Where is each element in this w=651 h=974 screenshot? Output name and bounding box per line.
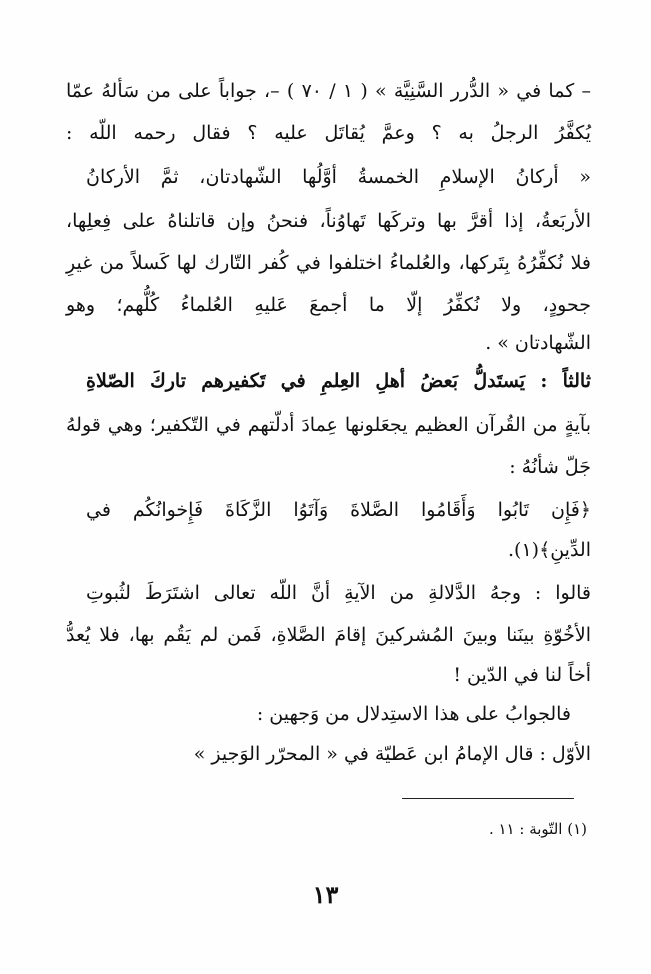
text-line: جحودٍ، ولا نُكفِّرُ إلّا ما أجمعَ عَليهِ العُلماءُ كُلُّهم؛ وهو [66,294,591,316]
text-line: الأخُوّةِ بينَنا وبينَ المُشركينَ إقامَ الصَّلاةِ، فَمن لم يَقُم بها، فلا يُعدُّ [66,624,591,646]
text-line: فلا نُكفِّرُهُ بِتَركها، والعُلماءُ اختلفوا في كُفر التّارك لها كَسلاً من غيرِ [66,252,591,274]
text-line: أخاً لنا في الدّين ! [453,664,591,686]
text-line: بآيةٍ من القُرآن العظيم يجعَلونها عِمادَ أدلّتهم في التّكفير؛ وهي قولهُ [66,414,591,436]
text-line: الشّهادتان » . [485,332,591,354]
text-line: قالوا : وجهُ الدَّلالةِ من الآيةِ أنَّ اللّه تعالى اشتَرَطَ لثُبوتِ [86,582,591,604]
page-number: ١٣ [312,880,339,909]
section-heading-line: ثالثاً : يَستَدلُّ بَعضُ أهلِ العِلمِ في تَكفيرهم تاركَ الصّلاةِ [86,370,591,392]
quran-verse-line: ﴿فَإِن تَابُوا وَأَقَامُوا الصَّلاةَ وَآتَوُا الزَّكَاةَ فَإِخوانُكُم في [86,499,592,521]
text-line: يُكفَّرُ الرجلُ به ؟ وعمَّ يُقاتَل عليه ؟ فقال رحمه اللّه : [66,122,591,144]
footnote-separator [402,798,574,799]
text-line: جَلّ شأنُهُ : [509,456,591,478]
text-line: الأربَعةُ، إذا أقرَّ بها وتركَها تَهاوُناً، فنحنُ وإن قاتلناهُ على فِعلِها، [66,210,591,232]
text-line: – كما في « الدُّرر السَّنِيَّة » ( ١ / ٧٠ ) –، جواباً على من سَألهُ عمّا [66,80,591,102]
text-line: الأوّل : قال الإمامُ ابن عَطيّة في « المحرّر الوَجيز » [193,743,591,765]
footnote: (١) التّوبة : ١١ . [488,820,587,838]
quran-verse-line: الدِّينِ﴾(١). [507,539,591,561]
text-line: « أركانُ الإسلامِ الخمسةُ أوَّلُها الشّهادتان، ثمَّ الأركانُ [86,166,591,188]
text-line: فالجوابُ على هذا الاستِدلال من وَجهين : [256,703,571,725]
